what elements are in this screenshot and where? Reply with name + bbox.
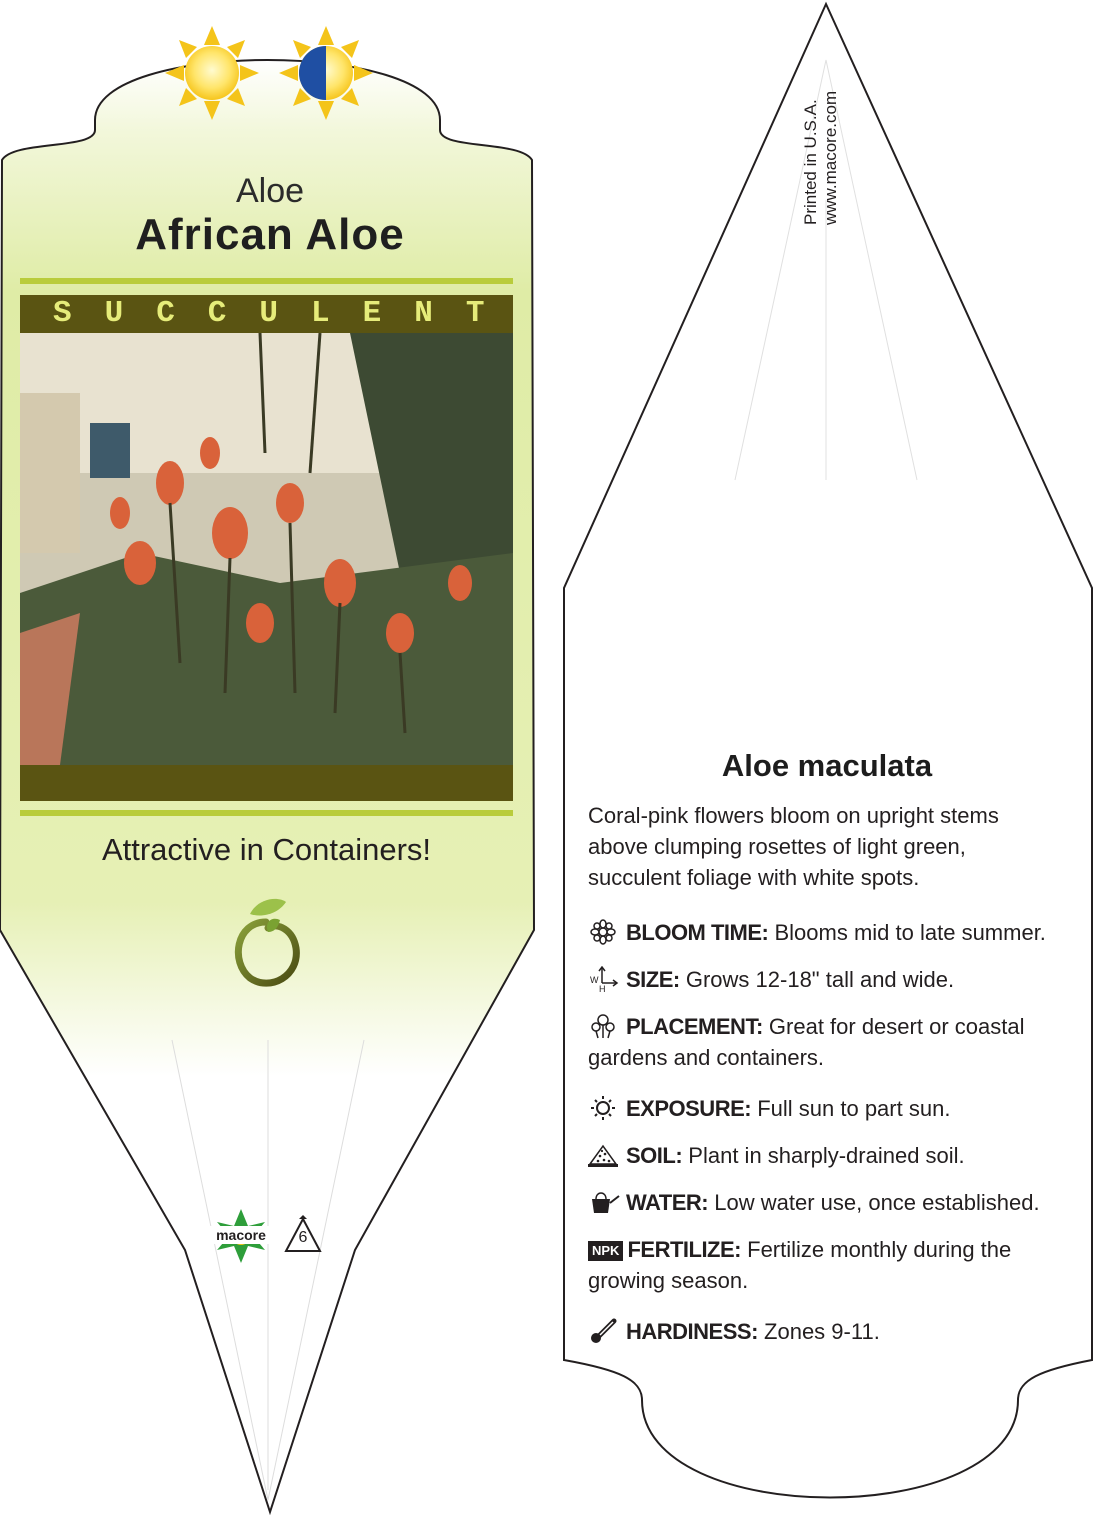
detail-label: SIZE: — [626, 967, 680, 992]
genus-name: Aloe — [235, 172, 305, 210]
accent-rule-bottom — [20, 810, 513, 816]
flower-icon — [588, 919, 622, 945]
detail-bloom-time — [588, 917, 1060, 948]
detail-exposure — [588, 1093, 1060, 1124]
detail-text: Fertilize monthly during the growing season. — [588, 1237, 1012, 1293]
soil-icon — [588, 1142, 622, 1168]
tagline: Attractive in Containers! — [101, 832, 432, 867]
svg-text:H: H — [599, 984, 606, 992]
detail-label: EXPOSURE: — [626, 1096, 752, 1121]
website: www.macore.com — [821, 90, 840, 225]
detail-text: Great for desert or coastal gardens and containers. — [588, 1014, 1025, 1070]
plant-description: Coral-pink flowers bloom on upright stems above clumping rosettes of light green, succulent foliage with white spots. — [588, 803, 999, 890]
detail-hardiness — [588, 1316, 1060, 1347]
detail-size — [588, 964, 1060, 995]
detail-water — [588, 1187, 1060, 1218]
signature-swirl-logo — [228, 892, 304, 988]
botanical-name: Aloe maculata — [721, 748, 933, 783]
detail-text: Low water use, once established. — [714, 1190, 1040, 1215]
common-name: African Aloe — [135, 210, 405, 259]
placement-icon — [588, 1013, 622, 1039]
size-icon — [588, 966, 622, 992]
detail-label: HARDINESS: — [626, 1319, 758, 1344]
detail-text: Full sun to part sun. — [757, 1096, 951, 1121]
detail-text: Blooms mid to late summer. — [774, 920, 1046, 945]
detail-text: Grows 12-18" tall and wide. — [685, 967, 955, 992]
photo-footer-bar — [20, 765, 513, 801]
watering-can-icon — [588, 1189, 622, 1215]
svg-text:macore: macore — [216, 1227, 266, 1243]
full-sun-icon — [165, 26, 259, 120]
recycle-code: 6 — [298, 1229, 308, 1246]
detail-label: WATER: — [626, 1190, 709, 1215]
printed-in: Printed in U.S.A. — [801, 99, 820, 225]
detail-fertilize — [588, 1234, 1060, 1296]
part-sun-icon — [279, 26, 373, 120]
macore-logo — [206, 1208, 276, 1264]
detail-label: FERTILIZE: — [627, 1237, 741, 1262]
fertilizer-icon: NPK — [588, 1241, 623, 1261]
print-info — [801, 91, 841, 225]
plant-photo — [20, 333, 513, 765]
detail-soil — [588, 1140, 1060, 1171]
svg-text:W: W — [590, 975, 599, 985]
detail-label: PLACEMENT: — [626, 1014, 763, 1039]
category-bar — [20, 295, 518, 333]
thermometer-icon — [588, 1318, 622, 1344]
detail-text: Plant in sharply-drained soil. — [688, 1143, 965, 1168]
category-label: SUCCULENT — [53, 296, 518, 331]
detail-text: Zones 9-11. — [764, 1319, 880, 1344]
accent-rule-top — [20, 278, 513, 284]
sun-icon — [588, 1095, 622, 1121]
detail-placement — [588, 1011, 1060, 1073]
detail-label: BLOOM TIME: — [626, 920, 769, 945]
detail-label: SOIL: — [626, 1143, 683, 1168]
